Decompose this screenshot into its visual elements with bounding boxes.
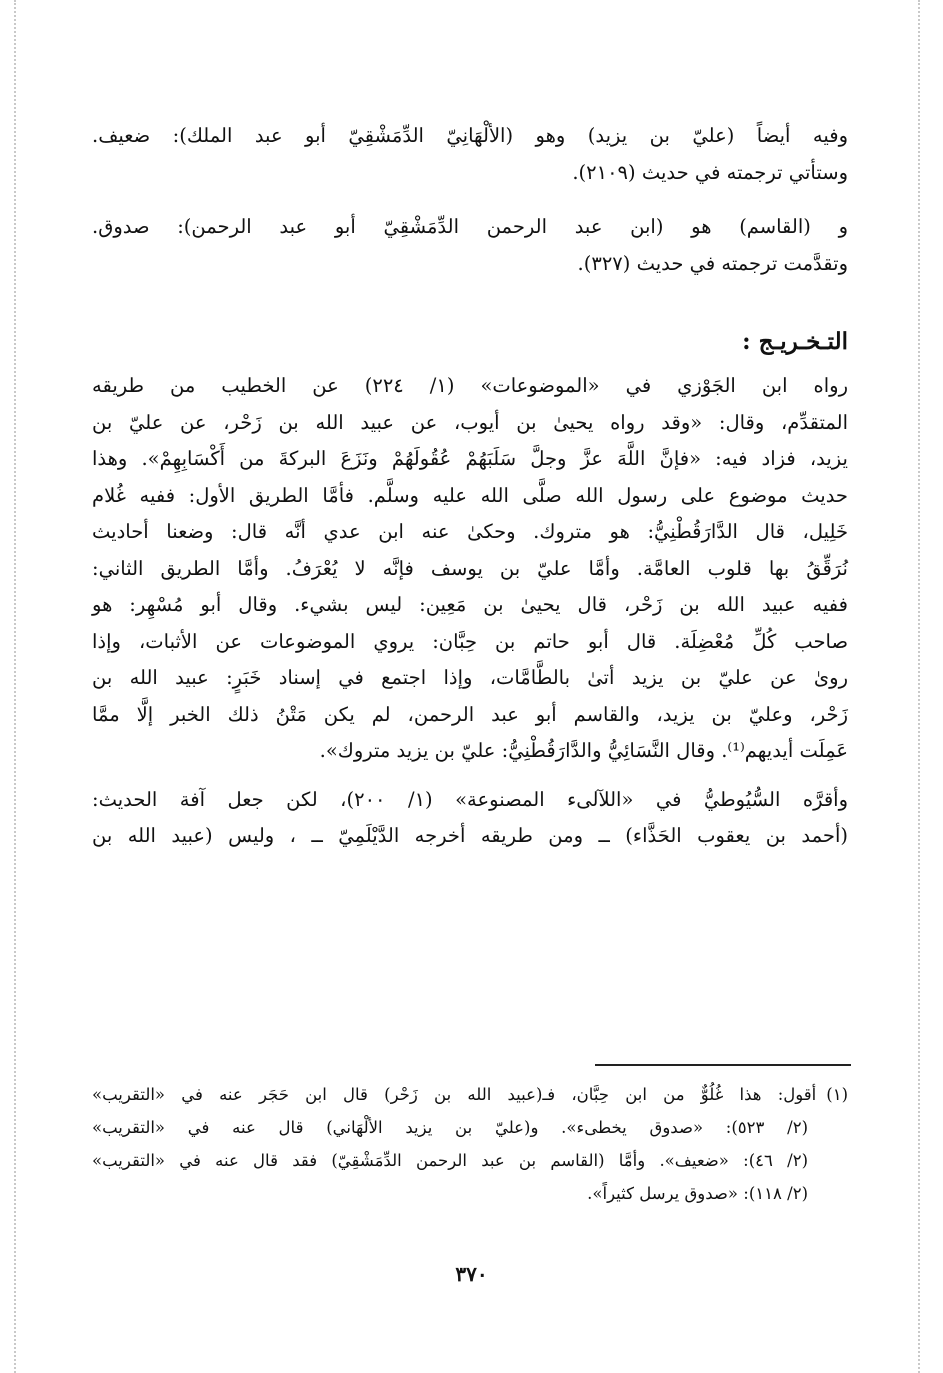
footnote-line [92,1078,848,1111]
text-line: وأقرَّه السُّيُوطيُّ في «اللآلىء المصنوعة» (١/ ٢٠٠)، لكن جعل آفة الحديث: [92,787,849,811]
text-line: خَلِيل، قال الدَّارَقُطْنِيُّ: هو متروك. وحكىٰ عنه ابن عدي أنَّه قال: وضعنا أحاديث [92,520,848,543]
footnote-separator [595,1064,851,1066]
text-line: ففيه عبيد الله بن زَحْر، قال يحيىٰ بن مَعِين: ليس بشيء. وقال أبو مُسْهِر: هو [92,593,848,616]
footnote-text: أقول: هذا غُلُوٌّ من ابن حِبَّان، فـ(عبيد الله بن زَحْر) قال ابن حَجَر عنه في «التقريب» [92,1085,817,1104]
footnote-marker: (١) [826,1085,848,1104]
footnote-line: (٢/ ٥٢٣): «صدوق يخطىء». و(عليّ بن يزيد الألْهَاني) قال عنه في «التقريب» [92,1118,808,1137]
text-line: و (القاسم) هو (ابن عبد الرحمن الدِّمَشْقِيّ أبو عبد الرحمن): صدوق. [92,215,848,238]
text-line: وستأتي ترجمته في حديث (٢١٠٩). [572,160,848,184]
text-line: يزيد، فزاد فيه: «فإنَّ اللَّهَ عزَّ وجلَّ سَلَبَهُمْ عُقُولَهُمْ ونَزَعَ البركةَ من أَكْسَابِهِمْ». وهذا [92,447,848,470]
text-line: روىٰ عن عليّ بن يزيد أتىٰ بالطَّامَّات، وإذا اجتمع في إسناد خَبَرٍ: عبيد الله بن [92,666,848,689]
paragraph-ali-bin-yazid [92,118,848,191]
footnote-line: (٢/ ١١٨): «صدوق يرسل كثيراً». [587,1184,808,1203]
text-line: صاحب كُلِّ مُعْضِلَة. قال أبو حاتم بن حِبَّان: يروي الموضوعات عن الأثبات، وإذا [92,629,848,653]
paragraph-suyuti [92,782,848,855]
text-line: وفيه أيضاً (عليّ بن يزيد) وهو (الألْهَانِيّ الدِّمَشْقِيّ أبو عبد الملك): ضعيف. [92,124,848,147]
text-line: زَحْر، وعليّ بن يزيد، والقاسم أبو عبد الرحمن، لم يكن مَتْنُ ذلك الخبر إلَّا ممَّا [92,702,848,726]
footnotes [92,1078,848,1210]
paragraph-takhrij [92,368,848,770]
page-number: ٣٧٠ [455,1262,488,1286]
footnote-line: (٢/ ٤٦): «ضعيف». وأمَّا (القاسم بن عبد الرحمن الدِّمَشْقِيّ) فقد قال عنه في «التقريب» [92,1151,809,1170]
text-line: حديث موضوع على رسول الله صلَّى الله عليه وسلَّم. فأمَّا الطريق الأول: ففيه غُلام [92,483,848,507]
text-line: وتقدَّمت ترجمته في حديث (٣٢٧). [577,251,848,275]
scan-edge-left [14,0,16,1373]
section-heading-takhrij: التـخـريـج : [742,328,848,355]
text-line: المتقدِّم، وقال: «وقد رواه يحيىٰ بن أيوب، عن عبيد الله بن زَحْر، عن عليّ بن [92,410,848,434]
main-text [92,118,848,855]
text-line: نُرَقِّقُ بها قلوب العامَّة. وأمَّا عليّ بن يوسف فإنَّه لا يُعْرَفُ. وأمَّا الطريق الثاني: [92,556,848,580]
text-line: (أحمد بن يعقوب الحَذَّاء) ــ ومن طريقه أخرجه الدَّيْلَمِيّ ــ ، وليس (عبيد الله بن [92,824,848,847]
scan-edge-right [918,0,920,1373]
text-line: عَمِلَت أيديهم⁽¹⁾. وقال النَّسَائِيُّ والدَّارَقُطْنِيُّ: عليّ بن يزيد متروك». [319,739,848,762]
text-line: رواه ابن الجَوْزي في «الموضوعات» (١/ ٢٢٤) عن الخطيب من طريقه [92,374,848,397]
paragraph-al-qasim [92,209,848,282]
